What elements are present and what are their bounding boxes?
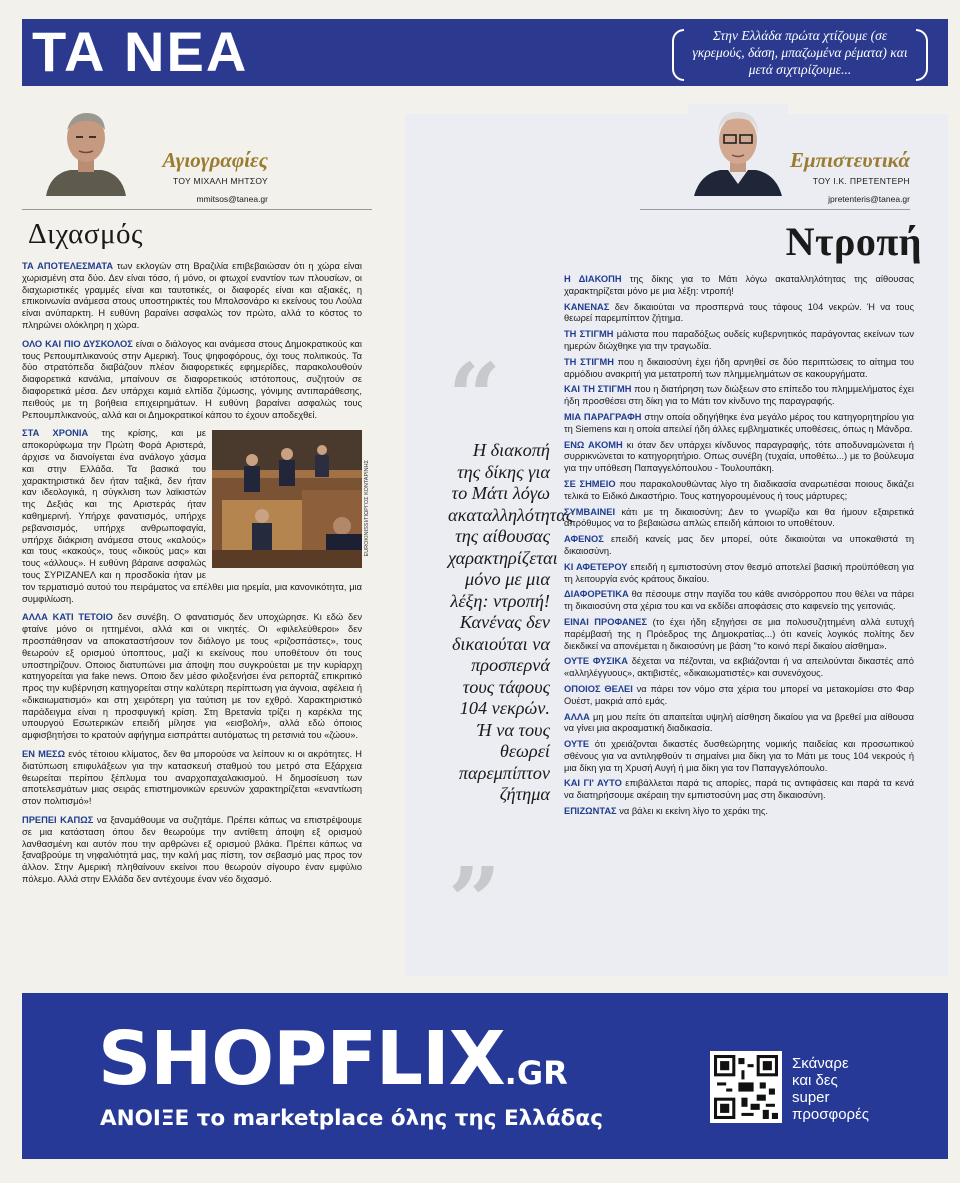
author-photo-mitsos — [36, 104, 136, 196]
article-paragraph — [564, 739, 914, 774]
paragraph-lead: ΣΕ ΣΗΜΕΙΟ — [564, 478, 616, 489]
article-paragraph — [564, 440, 914, 475]
left-headline: Διχασμός — [28, 218, 144, 250]
left-column-article — [22, 98, 371, 893]
article-paragraph: ΠΡΕΠΕΙ ΚΑΠΩΣ να ξαναμάθουμε να συζητάμε. Πρέπει κάπως να επιστρέψουμε σε μια κατάσταση όπου δεν θεωρούμε την αντίθετη άποψη εξ ορισμού λανθασμένη και αυτόν που την αρθρώνει εξ ορισμού βλάκα. Πρέπει κάπως να ξαναβρούμε τη νηφαλιότητά μας, την καλή μας πίστη, τον σεβασμό μας προς τον άλλον. Στην Αμερική πληθαίνουν εκείνοι που θεωρούν σίγουρο έναν εμφύλιο πόλεμο. Αλλά στην Ελλάδα δεν αντέχουμε έναν νέο διχασμό. — [22, 815, 362, 885]
right-paragraph-list — [564, 274, 914, 818]
paragraph-text: κάτι με τη δικαιοσύνη; Δεν το γνωρίζω και θα ήμουν εξαιρετικά απρόθυμος να το βεβαιώσω απλώς επειδή κάποιοι το υποθέτουν. — [564, 506, 914, 529]
paragraph-lead: ΕΝΩ ΑΚΟΜΗ — [564, 439, 623, 450]
paragraph-text: που η διατήρηση των διώξεων στο επίπεδο του πλημμελήματος έχει ήδη προσθέσει στη δίκη για το Μάτι τον κίνδυνο της παραγραφής. — [564, 384, 914, 407]
pull-quote-text: Η διακοπή της δίκης για το Μάτι λόγω ακαταλληλότητας της αίθουσας χαρακτηρίζεται μόνο με μια λέξη: ντροπή! Κανένας δεν δικαιούται να προσπερνά τους τάφους 104 νεκρών. Ή να τους θεωρεί παρεμπίπτον ζήτημα — [448, 440, 574, 804]
left-byline: ΤΟΥ ΜΙΧΑΛΗ ΜΗΤΣΟΥ — [173, 176, 268, 186]
paragraph-text: μη μου πείτε ότι απαιτείται υψηλή αίσθηση δικαίου για να βρεθεί μια αίθουσα να γίνει μια ακροαματική διαδικασία. — [564, 711, 914, 734]
paragraph-text: (το έχει ήδη εξηγήσει σε μια πολυσυζητημένη αλλά ευτυχή παρέμβασή της η Πρόεδρος της Δημοκρατίας...) ότι κανείς λογικός πολίτης δεν διεκδικεί να απονέμεται η δικαιοσύνη με βάση "το κοινό περί δικαίου αίσθημα». — [564, 616, 914, 651]
parliament-image — [212, 430, 362, 568]
article-paragraph — [564, 302, 914, 326]
paragraph-text: ότι χρειάζονται δικαστές δυσθεώρητης νομικής παιδείας και προσωπικού σθένους για να αντιληφθούν τι σημαίνει μια δίκη για το Μάτι με τους 104 νεκρούς ή μια δίκη για τη Χρυσή Αυγή ή μια δίκη για τον Παπαγγελόπουλο. — [564, 739, 914, 773]
masthead — [22, 19, 948, 86]
article-paragraph — [564, 656, 914, 680]
newspaper-logo[interactable]: ΤΑ ΝΕΑ — [32, 20, 249, 83]
article-paragraph — [564, 617, 914, 652]
left-author-email[interactable]: mmitsos@tanea.gr — [196, 194, 268, 204]
paragraph-text: δέχεται να πέζονται, να εκβιάζονται ή να απειλούνται δικαστές από «αλληλέγγυους», ακτιβιστές, «δικαιωματιστές» και συνενόχους. — [564, 656, 914, 679]
paragraph-lead: ΚΑΙ ΓΙ' ΑΥΤΟ — [564, 778, 622, 789]
article-paragraph: EUROKINISSI/ΓΙΩΡΓΟΣ ΚΟΝΤΑΡΙΝΗΣ ΣΤΑ ΧΡΟΝΙΑ της κρίσης, και με αποκορύφωμα την Πρώτη Φορά Αριστερά, άρχισε να διανοίγεται ένα ανάλογο χάσμα και στην Ελλάδα. Τα βασικά του χαρακτηριστικά δεν ήταν ταξικά, δεν ήταν καν ιδεολογικά, η σύγκλιση των λαϊκιστών της Δεξιάς και της Αριστεράς ήταν καθημερινή. Υπήρχε φανατισμός, υπήρχε ρεβανσισμός, υπήρχε ανθρωποφαγία, υπήρχε διάκριση ανάμεσα στους «καλούς» και τους «κακούς», τους «δικούς μας» και τους «άλλους». Η ευθύνη βάραινε ασφαλώς τους ΣΥΡΙΖΑΝΕΛ και η προσδοκία ήταν με τον τερματισμό αυτού του πειράματος να επέλθει μια ηρεμία, μια κανονικότητα, μια συμφιλίωση. — [22, 428, 362, 605]
article-paragraph — [564, 274, 914, 298]
shopflix-logo[interactable]: SHOPFLIX.GR — [98, 1016, 568, 1102]
article-paragraph — [564, 778, 914, 802]
paragraph-lead: ΑΦΕΝΟΣ — [564, 534, 604, 545]
paragraph-lead: ΟΥΤΕ ΦΥΣΙΚΑ — [564, 656, 628, 667]
left-article-body — [22, 261, 371, 886]
paragraph-lead: ΚΑΝΕΝΑΣ — [564, 301, 610, 312]
article-paragraph — [564, 412, 914, 436]
left-author-header — [22, 98, 372, 210]
paragraph-text: που παρακολουθώντας λίγο τη διαδικασία αναρωτιέσαι ποιους δικάζει τελικά το Ειδικό Δικαστήριο. Τους κατηγορουμένους ή τους μάρτυρες; — [564, 478, 914, 501]
ad-call-to-action: Σκάναρε και δες super προσφορές — [792, 1055, 869, 1123]
right-author-email[interactable]: jpretenteris@tanea.gr — [828, 194, 910, 204]
paragraph-lead: ΑΛΛΑ — [564, 711, 590, 722]
article-paragraph — [564, 534, 914, 558]
paragraph-lead: ΔΙΑΦΟΡΕΤΙΚΑ — [564, 589, 629, 600]
paragraph-lead: ΤΗ ΣΤΙΓΜΗ — [564, 356, 614, 367]
pull-quote — [448, 343, 574, 955]
paragraph-lead: ΟΠΟΙΟΣ ΘΕΛΕΙ — [564, 683, 633, 694]
article-paragraph: ΑΛΛΑ ΚΑΤΙ ΤΕΤΟΙΟ δεν συνέβη. Ο φανατισμός δεν υποχώρησε. Κι εδώ δεν φταίνε μόνο οι ηττημένοι, αλλά και οι νικητές. Οι «φιλελεύθεροι» δεν προσπάθησαν να αποκαταστήσουν τον διάλογο με τους «ριζοσπάστες», τους θεωρούν εξ ορισμού ύποπτους, μαζί κι εκείνους που υποθέτουν ότι τους υποστηρίζουν. Οποιος διατυπώνει μια άποψη που συγκρούεται με την κυρίαρχη κατηγορείται για fake news. Οποιο δεν μέσο φιλοξενήσει ένα ρεπορτάζ επικριτικό προς την κυβέρνηση κατηγορείται στην καλύτερη περίπτωση για άγνοια, αφέλεια ή «δικαιωματισμό» και στη χειρότερη για ταύτιση με τον εχθρό. Χαρακτηριστικό παράδειγμα είναι η προσφυγική κρίση. Στη Βρετανία τρίζει η καρέκλα της υπουργού Εσωτερικών επειδή μίλησε για «εισβολή», αλλά εδώ όποιος αμφισβητήσει το κρατούν αφήγημα εισπράττει αυτόματως τη ρετσινιά του «ζώου». — [22, 612, 362, 741]
paragraph-text: επιβάλλεται παρά τις απορίες, παρά τις αντιφάσεις και παρά τα κενά να διατηρήσουμε ακέραιη την εμπιστοσύνη μας στη δικαιοσύνη. — [564, 778, 914, 801]
article-paragraph — [564, 357, 914, 381]
article-paragraph — [564, 712, 914, 736]
paragraph-lead: ΣΥΜΒΑΙΝΕΙ — [564, 506, 616, 517]
article-paragraph — [564, 329, 914, 353]
article-paragraph: ΟΛΟ ΚΑΙ ΠΙΟ ΔΥΣΚΟΛΟΣ είναι ο διάλογος και ανάμεσα στους Δημοκρατικούς και τους Ρεπουμπλικανούς στην Αμερική. Τους ψηφοφόρους, όχι τους πολιτικούς. Τα δύο στρατόπεδα διαβάζουν πλέον διαφορετικές εφημερίδες, παρακολουθούν διαφορετικά κανάλια, μπαίνουν σε διαφορετικούς ιστότοπους, συζητούν σε διαφορετικά μέσα. Δεν υπάρχει καμιά ελπίδα ζύμωσης, γόνιμης αντιπαράθεσης, πειθούς με τη βοήθεια επιχειρημάτων. Η ευθύνη βαραίνει ασφαλώς τους Ρεπουμπλικανούς, αλλά και οι Δημοκρατικοί κάπου το έχουν αποδεχθεί. — [22, 338, 362, 420]
article-paragraph — [564, 589, 914, 613]
qr-code-icon[interactable] — [710, 1051, 782, 1123]
shopflix-advertisement[interactable] — [22, 993, 948, 1159]
paragraph-text: να πάρει τον νόμο στα χέρια του μπορεί να μετακομίσει στο Φαρ Ουέστ, μακριά από εμάς. — [564, 683, 915, 706]
column-title-empisteftika: Εμπιστευτικά — [789, 148, 910, 172]
article-paragraph — [564, 806, 914, 818]
right-author-header — [640, 98, 910, 210]
paragraph-text: επειδή κανείς μας δεν μπορεί, ούτε δικαιούται να υποκαθιστά τη δικαιοσύνη. — [564, 534, 914, 556]
open-quote-icon: “ — [448, 343, 501, 451]
article-paragraph — [564, 507, 914, 531]
article-paragraph — [564, 684, 914, 708]
paragraph-lead: ΕΠΙΖΩΝΤΑΣ — [564, 806, 617, 817]
paragraph-text: μάλιστα που παραδόξως ουδείς κυβερνητικός παράγοντας εκείνων των ημερών διώχθηκε για την τραγωδία. — [564, 329, 914, 351]
paragraph-lead: ΤΗ ΣΤΙΓΜΗ — [564, 329, 614, 340]
column-title-agiografies: Αγιογραφίες — [162, 148, 268, 172]
paragraph-text: να βάλει κι εκείνη λίγο το χεράκι της. — [616, 806, 768, 817]
paragraph-text: θα πέσουμε στην παγίδα του κάθε ανισόρροπου που θέλει να πάρει τη δικαιοσύνη στα χέρια του και να εκδίδει αποφάσεις στο καφενείο της γειτονιάς. — [564, 589, 914, 612]
paragraph-lead: ΜΙΑ ΠΑΡΑΓΡΑΦΗ — [564, 411, 642, 422]
paragraph-lead: Η ΔΙΑΚΟΠΗ — [564, 274, 622, 284]
paragraph-text: δεν δικαιούται να προσπερνά τους τάφους 104 νεκρών. Ή να τους θεωρεί παρεμπίπτον ζήτημα. — [564, 301, 914, 324]
ad-tagline: ΑΝΟΙΞΕ το marketplace όλης της Ελλάδας — [100, 1106, 603, 1131]
close-quote-icon: ” — [448, 846, 501, 955]
paragraph-text: επειδή η εμπιστοσύνη στον θεσμό αποτελεί βασική προϋπόθεση για τη λειτουργία ενός κράτους δικαίου. — [564, 561, 914, 584]
paragraph-lead: ΟΥΤΕ — [564, 739, 590, 750]
paragraph-text: που η δικαιοσύνη έχει ήδη αρνηθεί σε δύο περιπτώσεις το αίτημα του αρμόδιου ανακριτή για μετατροπή των πλημμελημάτων σε κακουργήματα. — [564, 356, 915, 379]
paragraph-text: στην οποία οδηγήθηκε ένα μεγάλο μέρος του κατηγορητηρίου για τη Siemens και η οποία απειλεί ήδη άλλες εμβληματικές υποθέσεις, όπως η Μάνδρα. — [564, 411, 914, 434]
masthead-slogan: Στην Ελλάδα πρώτα χτίζουμε (σε γκρεμούς, δάση, μπαζωμένα ρέματα) και μετά σιχτιρίζουμε... — [672, 25, 928, 81]
paragraph-lead: ΕΙΝΑΙ ΠΡΟΦΑΝΕΣ — [564, 616, 648, 627]
right-headline: Ντροπή — [785, 219, 922, 264]
paragraph-lead: ΚΙ ΑΦΕΤΕΡΟΥ — [564, 561, 628, 572]
paragraph-lead: ΚΑΙ ΤΗ ΣΤΙΓΜΗ — [564, 384, 632, 395]
paragraph-text: κι όταν δεν υπάρχει κίνδυνος παραγραφής, τότε αποδυναμώνεται ή συρρικνώνεται το κατηγορητήριο. Οπως συνέβη (τυχαία, υποθέτω...) με το βούλευμα για την υπόθεση Παπαγγελόπουλου - Τουλουπάκη. — [564, 439, 914, 474]
article-paragraph — [564, 562, 914, 586]
right-article-body — [564, 274, 914, 822]
article-paragraph: ΤΑ ΑΠΟΤΕΛΕΣΜΑΤΑ των εκλογών στη Βραζιλία επιβεβαιώσαν ότι η χώρα είναι χωρισμένη στα δύο. Δεν είναι τόσο, ή μόνο, οι φτωχοί εναντίον των πλουσίων, οι διαχωριστικές γραμμές είναι και ταυτοτικές, οι διαφορές είναι και αξιακές, η επικοινωνία ανάμεσα στους υποστηρικτές του Μπολσονάρο κι εκείνους του Λούλα είναι ανύπαρκτη. Η ευθύνη βαραίνει ασφαλώς τον πρώτο, αλλά το κόστος το πληρώνει ολόκληρη η χώρα. — [22, 261, 362, 330]
article-paragraph: ΕΝ ΜΕΣΩ ενός τέτοιου κλίματος, δεν θα μπορούσε να λείπουν κι οι ακρότητες. Η διατύπωση επιφυλάξεων για την κατασκευή σταθμού του μετρό στα Εξάρχεια θεωρείται περίπου ξέπλυμα του αναρχοπαχαλακισμού. Η δημοσίευση των αποτελεσμάτων μιας σειράς επιστημονικών ερευνών χαρακτηρίζεται «εναντίωση στον πολιτισμό»! — [22, 749, 362, 807]
photo-credit: EUROKINISSI/ΓΙΩΡΓΟΣ ΚΟΝΤΑΡΙΝΗΣ — [364, 460, 371, 557]
paragraph-text: της δίκης για το Μάτι λόγω ακαταλληλότητας της αίθουσας χαρακτηρίζεται μόνο με μια λέξη: ντροπή! — [564, 274, 914, 296]
author-photo-pretenteris — [688, 104, 788, 196]
right-byline: ΤΟΥ Ι.Κ. ΠΡΕΤΕΝΤΕΡΗ — [812, 176, 910, 186]
article-paragraph — [564, 384, 914, 408]
parliament-photo — [212, 430, 371, 568]
article-paragraph — [564, 479, 914, 503]
